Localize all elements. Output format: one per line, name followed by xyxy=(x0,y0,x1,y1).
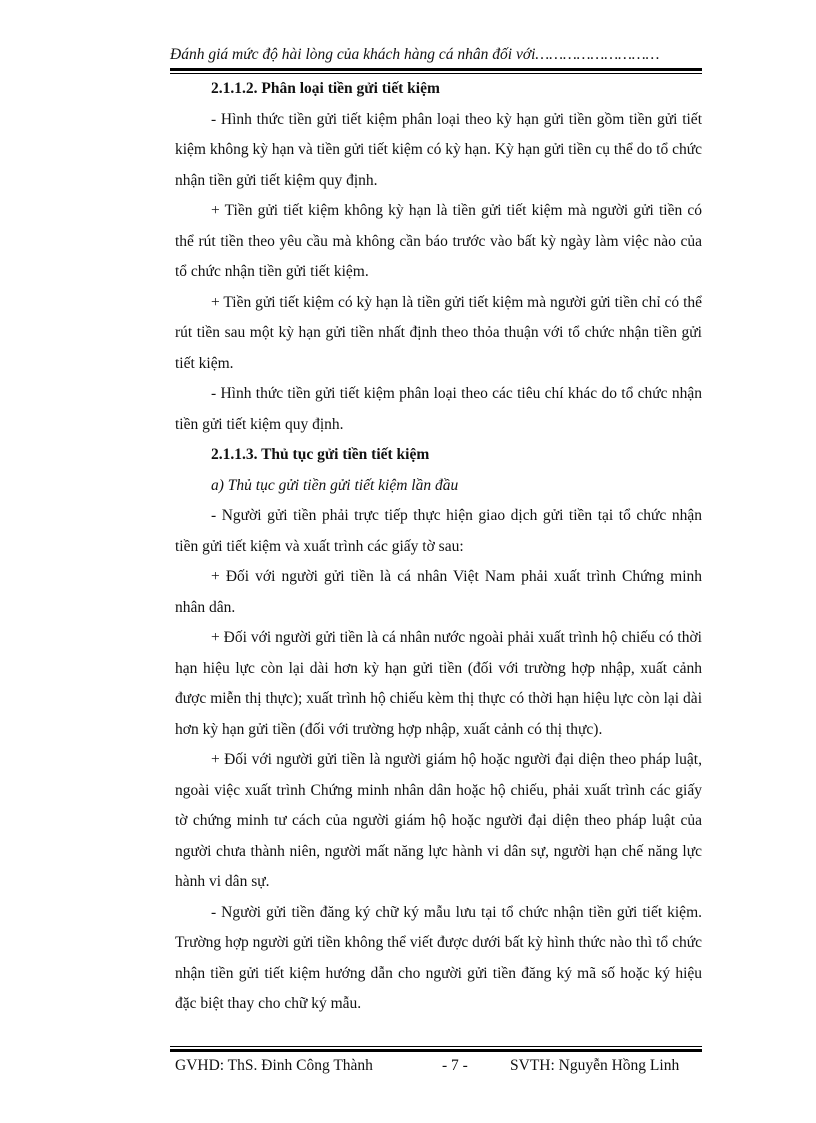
paragraph: + Đối với người gửi tiền là cá nhân Việt Nam phải xuất trình Chứng minh nhân dân. xyxy=(175,568,702,616)
paragraph: + Tiền gửi tiết kiệm không kỳ hạn là tiền gửi tiết kiệm mà người gửi tiền có thể rút tiền theo yêu cầu mà không cần báo trước vào bất kỳ ngày làm việc nào của tổ chức nhận tiền gửi tiết kiệm. xyxy=(175,202,702,280)
page-number: - 7 - xyxy=(442,1057,468,1074)
section-heading: 2.1.1.2. Phân loại tiền gửi tiết kiệm xyxy=(211,80,440,97)
paragraph: - Hình thức tiền gửi tiết kiệm phân loại theo kỳ hạn gửi tiền gồm tiền gửi tiết kiệm không kỳ hạn và tiền gửi tiết kiệm có kỳ hạn. Kỳ hạn gửi tiền cụ thể do tổ chức nhận tiền gửi tiết kiệm quy định. xyxy=(175,110,702,189)
subsection-heading: a) Thủ tục gửi tiền gửi tiết kiệm lần đầu xyxy=(211,476,459,494)
paragraph: - Hình thức tiền gửi tiết kiệm phân loại theo các tiêu chí khác do tổ chức nhận tiền gửi tiết kiệm quy định. xyxy=(175,385,702,433)
section-heading: 2.1.1.3. Thủ tục gửi tiền tiết kiệm xyxy=(211,446,430,463)
paragraph: - Người gửi tiền phải trực tiếp thực hiện giao dịch gửi tiền tại tổ chức nhận tiền gửi tiết kiệm và xuất trình các giấy tờ sau: xyxy=(175,507,702,555)
footer-student: SVTH: Nguyễn Hồng Linh xyxy=(510,1057,680,1074)
footer-advisor: GVHD: ThS. Đinh Công Thành xyxy=(175,1057,373,1074)
paragraph: + Đối với người gửi tiền là cá nhân nước ngoài phải xuất trình hộ chiếu có thời hạn hiệu lực còn lại dài hơn kỳ hạn gửi tiền (đối với trường hợp nhập, xuất cảnh được miễn thị thực); xuất trình hộ chiếu kèm thị thực có thời hạn hiệu lực còn lại dài hơn kỳ hạn gửi tiền (đối với trường hợp nhập, xuất cảnh có thị thực). xyxy=(175,629,702,738)
running-header: Đánh giá mức độ hài lòng của khách hàng cá nhân đối với……………………… xyxy=(170,46,660,63)
footer-rule xyxy=(170,1046,702,1052)
paragraph: + Tiền gửi tiết kiệm có kỳ hạn là tiền gửi tiết kiệm mà người gửi tiền chỉ có thể rút tiền sau một kỳ hạn gửi tiền nhất định theo thỏa thuận với tổ chức nhận tiền gửi tiết kiệm. xyxy=(175,293,702,372)
paragraph: + Đối với người gửi tiền là người giám hộ hoặc người đại diện theo pháp luật, ngoài việc xuất trình Chứng minh nhân dân hoặc hộ chiếu, phải xuất trình các giấy tờ chứng minh tư cách của người giám hộ hoặc người đại diện theo pháp luật của người chưa thành niên, người mất năng lực hành vi dân sự, người hạn chế năng lực hành vi dân sự. xyxy=(175,751,702,890)
paragraph: - Người gửi tiền đăng ký chữ ký mẫu lưu tại tổ chức nhận tiền gửi tiết kiệm. Trường hợp người gửi tiền không thể viết được dưới bất kỳ hình thức nào thì tổ chức nhận tiền gửi tiết kiệm hướng dẫn cho người gửi tiền đăng ký mã số hoặc ký hiệu đặc biệt thay cho chữ ký mẫu. xyxy=(175,903,702,1012)
page-body xyxy=(175,74,702,1020)
